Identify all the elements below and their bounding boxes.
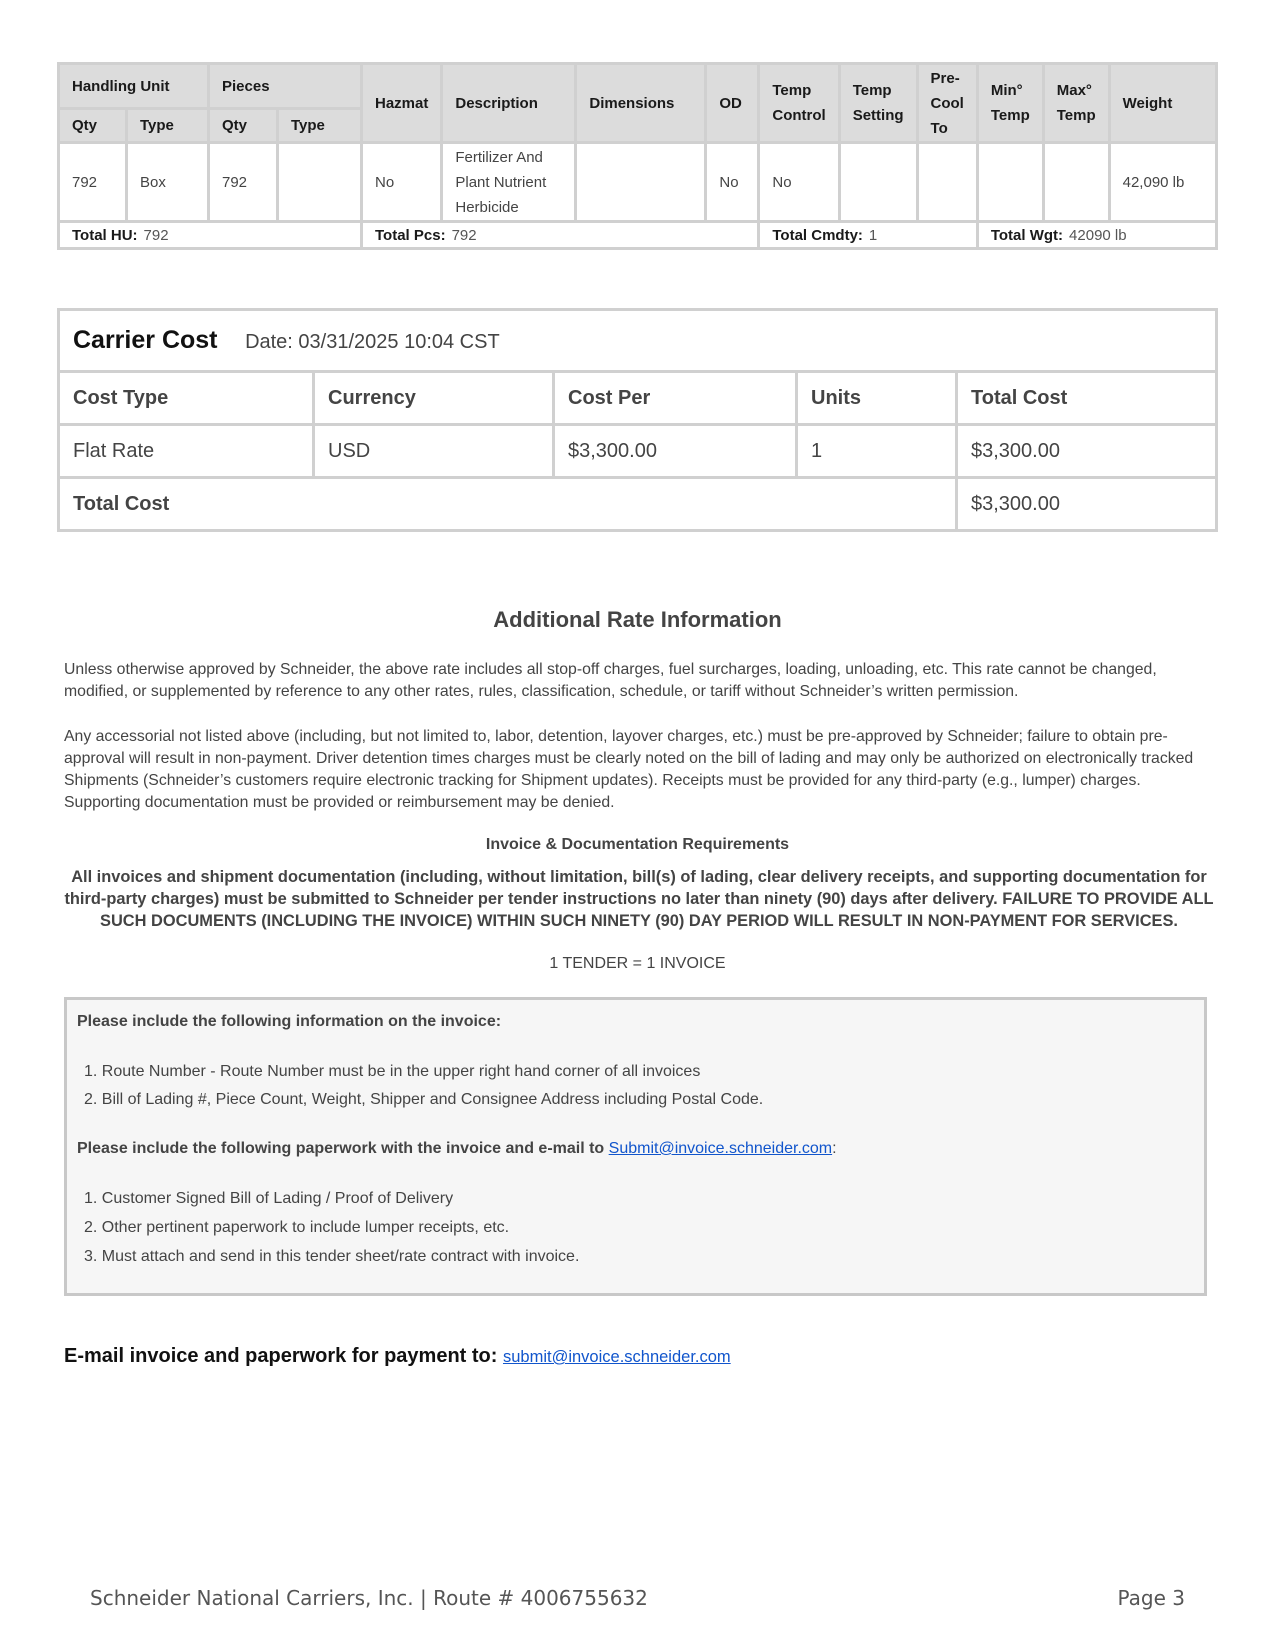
cost-header-currency: Currency <box>314 372 554 425</box>
requirements-body: All invoices and shipment documentation (including, without limitation, bill(s) of lading, clear delivery receipts, and supporting documentation for third-party charges) must be submitted to Schneider per tender instructions no later than ninety (90) days after delivery. FAILURE TO PROVIDE ALL SUCH DOCUMENTS (INCLUDING THE INVOICE) WITHIN SUCH NINETY (90) DAY PERIOD WILL RESULT IN NON-PAYMENT FOR SERVICES. <box>64 868 1214 930</box>
header-pieces: Pieces <box>209 64 362 109</box>
carrier-cost-table <box>57 308 1218 532</box>
cell-dimensions <box>576 143 706 222</box>
paperwork-heading <box>77 1140 837 1158</box>
cost-cell-type: Flat Rate <box>59 425 314 478</box>
cell-temp-setting <box>839 143 917 222</box>
header-max-temp: Max° Temp <box>1043 64 1109 143</box>
cost-cell-total: $3,300.00 <box>957 425 1217 478</box>
cell-description: Fertilizer And Plant Nutrient Herbicide <box>442 143 576 222</box>
table-row <box>59 425 1217 478</box>
cell-pc-type <box>278 143 362 222</box>
cell-weight: 42,090 lb <box>1109 143 1216 222</box>
header-temp-control: Temp Control <box>759 64 839 143</box>
cost-total-value: $3,300.00 <box>957 478 1217 531</box>
cell-od: No <box>706 143 759 222</box>
list-item: 2. Bill of Lading #, Piece Count, Weight, Shipper and Consignee Address including Postal Code. <box>84 1091 764 1108</box>
cost-header-total-cost: Total Cost <box>957 372 1217 425</box>
cell-hazmat: No <box>362 143 442 222</box>
header-hu-type: Type <box>127 109 209 143</box>
cell-min-temp <box>977 143 1043 222</box>
header-weight: Weight <box>1109 64 1216 143</box>
additional-rate-title: Additional Rate Information <box>493 607 782 632</box>
email-payment-line <box>64 1345 731 1368</box>
tender-rule: 1 TENDER = 1 INVOICE <box>549 955 726 972</box>
header-pre-cool-to: Pre-Cool To <box>917 64 977 143</box>
header-min-temp: Min° Temp <box>977 64 1043 143</box>
list-item: 1. Customer Signed Bill of Lading / Proof of Delivery <box>84 1190 454 1207</box>
list-item: 1. Route Number - Route Number must be in the upper right hand corner of all invoices <box>84 1063 701 1080</box>
total-hu-label: Total HU: <box>72 226 138 244</box>
info-heading: Please include the following information on the invoice: <box>77 1013 502 1030</box>
table-row <box>59 143 1217 222</box>
commodity-table <box>57 62 1218 250</box>
footer-page-number: Page 3 <box>1117 1586 1185 1610</box>
cell-hu-type: Box <box>127 143 209 222</box>
cell-pre-cool-to <box>917 143 977 222</box>
header-hu-qty: Qty <box>59 109 127 143</box>
rate-paragraph-2: Any accessorial not listed above (including, but not limited to, labor, detention, layover charges, etc.) must be pre-approved by Schneider; failure to obtain pre-approval will result in non-payment. Driver detention times charges must be clearly noted on the bill of lading and may only be authorized on electronically tracked Shipments (Schneider’s customers require electronic tracking for Shipment updates). Receipts must be provided for any third-party (e.g., lumper) charges. Supporting documentation must be provided or reimbursement may be denied. <box>64 728 1194 811</box>
paperwork-heading-text: Please include the following paperwork with the invoice and e-mail to <box>77 1140 605 1157</box>
header-handling-unit: Handling Unit <box>59 64 209 109</box>
invoice-info-box <box>64 997 1207 1296</box>
list-item: 3. Must attach and send in this tender sheet/rate contract with invoice. <box>84 1248 580 1265</box>
header-pc-type: Type <box>278 109 362 143</box>
total-wgt-label: Total Wgt: <box>990 226 1064 244</box>
total-pcs-value: 792 <box>451 226 477 244</box>
header-dimensions: Dimensions <box>576 64 706 143</box>
paperwork-colon: : <box>832 1140 837 1157</box>
submit-email-link[interactable]: Submit@invoice.schneider.com <box>608 1140 833 1157</box>
email-payment-label: E-mail invoice and paperwork for payment to: <box>64 1345 498 1367</box>
list-item: 2. Other pertinent paperwork to include lumper receipts, etc. <box>84 1219 510 1236</box>
cell-pc-qty: 792 <box>209 143 278 222</box>
cost-cell-cost-per: $3,300.00 <box>554 425 797 478</box>
header-description: Description <box>442 64 576 143</box>
carrier-cost-title: Carrier Cost <box>73 326 218 354</box>
totals-row <box>59 222 1217 249</box>
total-hu-value: 792 <box>143 226 169 244</box>
payment-email-link[interactable]: submit@invoice.schneider.com <box>502 1348 731 1366</box>
cost-cell-units: 1 <box>797 425 957 478</box>
carrier-cost-date: Date: 03/31/2025 10:04 CST <box>245 331 500 353</box>
cost-header-cost-per: Cost Per <box>554 372 797 425</box>
total-cmdty-label: Total Cmdty: <box>772 226 863 244</box>
total-wgt-value: 42090 lb <box>1069 226 1127 244</box>
cell-max-temp <box>1043 143 1109 222</box>
cost-header-cost-type: Cost Type <box>59 372 314 425</box>
header-temp-setting: Temp Setting <box>839 64 917 143</box>
cell-temp-control: No <box>759 143 839 222</box>
footer-company-route: Schneider National Carriers, Inc. | Route # 4006755632 <box>90 1586 648 1610</box>
rate-paragraph-1: Unless otherwise approved by Schneider, the above rate includes all stop-off charges, fuel surcharges, loading, unloading, etc. This rate cannot be changed, modified, or supplemented by reference to any other rates, rules, classification, schedule, or tariff without Schneider’s written permission. <box>64 661 1157 700</box>
total-cmdty-value: 1 <box>868 226 878 244</box>
header-pc-qty: Qty <box>209 109 278 143</box>
cost-total-label: Total Cost <box>59 478 957 531</box>
header-od: OD <box>706 64 759 143</box>
cost-header-units: Units <box>797 372 957 425</box>
cell-hu-qty: 792 <box>59 143 127 222</box>
total-pcs-label: Total Pcs: <box>375 226 446 244</box>
requirements-title: Invoice & Documentation Requirements <box>485 836 790 853</box>
cost-cell-currency: USD <box>314 425 554 478</box>
header-hazmat: Hazmat <box>362 64 442 143</box>
